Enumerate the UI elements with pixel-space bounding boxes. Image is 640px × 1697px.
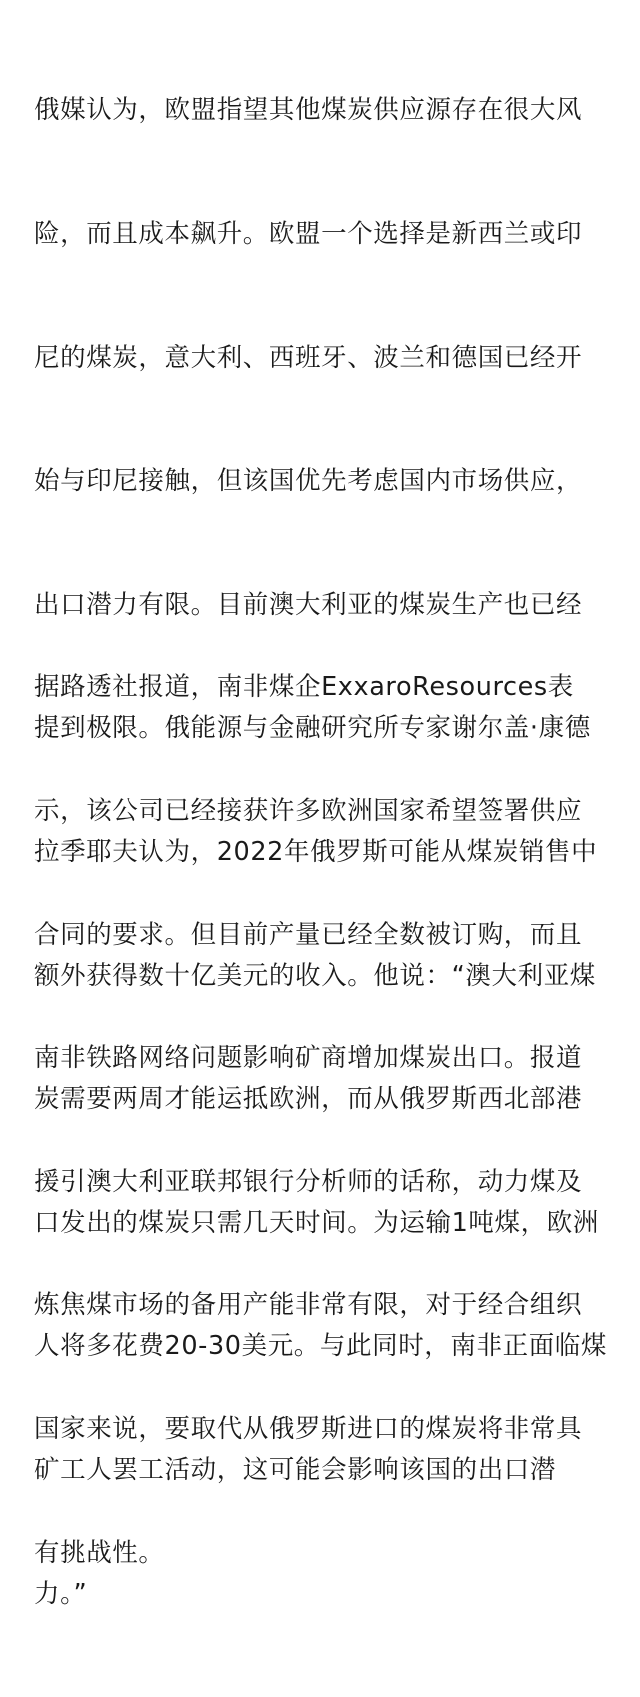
text-line: 始与印尼接触，但该国优先考虑国内市场供应， [34,466,583,497]
text-line: 炭需要两周才能运抵欧洲，而从俄罗斯西北部港 [34,1084,583,1115]
paragraph-reuters-report [34,585,614,1656]
text-line: 尼的煤炭，意大利、西班牙、波兰和德国已经开 [34,342,583,373]
text-line: 据路透社报道，南非煤企ExxaroResources表 [34,672,574,703]
text-line: 额外获得数十亿美元的收入。他说：“澳大利亚煤 [34,960,596,991]
text-line: 人将多花费20-30美元。与此同时，南非正面临煤 [34,1331,607,1362]
text-line: 南非铁路网络问题影响矿商增加煤炭出口。报道 [34,1043,583,1074]
text-line: 援引澳大利亚联邦银行分析师的话称，动力煤及 [34,1166,583,1197]
text-line: 拉季耶夫认为，2022年俄罗斯可能从煤炭销售中 [34,836,598,867]
text-line: 口发出的煤炭只需几天时间。为运输1吨煤，欧洲 [34,1207,599,1238]
text-line: 炼焦煤市场的备用产能非常有限，对于经合组织 [34,1290,583,1321]
text-line: 出口潜力有限。目前澳大利亚的煤炭生产也已经 [34,589,583,620]
text-line: 提到极限。俄能源与金融研究所专家谢尔盖·康德 [34,713,591,744]
text-line: 有挑战性。 [34,1537,165,1568]
text-line: 险，而且成本飙升。欧盟一个选择是新西兰或印 [34,219,583,249]
text-line: 力。” [34,1578,88,1609]
text-line: 合同的要求。但目前产量已经全数被订购，而且 [34,919,583,950]
text-line: 国家来说，要取代从俄罗斯进口的煤炭将非常具 [34,1413,583,1444]
text-line: 矿工人罢工活动，这可能会影响该国的出口潜 [34,1454,557,1485]
text-line: 示，该公司已经接获许多欧洲国家希望签署供应 [34,796,583,826]
text-line: 俄媒认为，欧盟指望其他煤炭供应源存在很大风 [34,95,583,126]
